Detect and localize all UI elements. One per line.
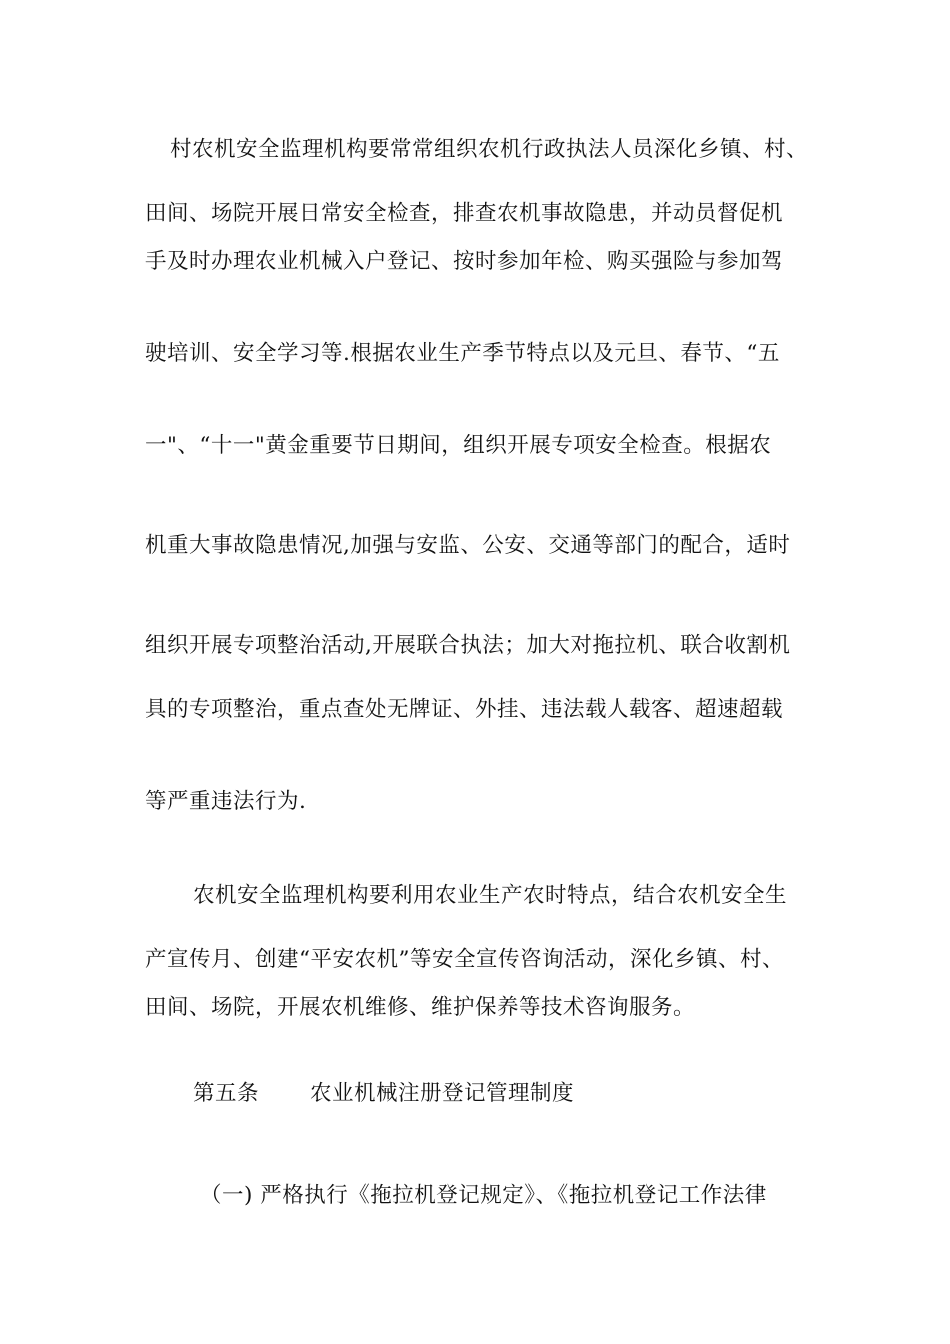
paragraph-line: 等严重违法行为.: [145, 789, 307, 814]
paragraph-line: 驶培训、安全学习等.根据农业生产季节特点以及元旦、春节、“五: [145, 341, 780, 366]
article-heading: [0, 1078, 950, 1110]
paragraph-line: 手及时办理农业机械入户登记、按时参加年检、购买强险与参加驾: [145, 249, 784, 274]
paragraph-line: 田间、场院，开展农机维修、维护保养等技术咨询服务。: [145, 995, 696, 1020]
paragraph-line: 产宣传月、创建“平安农机”等安全宣传咨询活动，深化乡镇、村、: [145, 947, 784, 972]
paragraph-line: 机重大事故隐患情况,加强与安监、公安、交通等部门的配合，适时: [145, 533, 791, 558]
paragraph-line: 一"、“十一"黄金重要节日期间，组织开展专项安全检查。根据农: [145, 433, 772, 458]
paragraph-line: 田间、场院开展日常安全检查，排查农机事故隐患，并动员督促机: [145, 201, 784, 226]
paragraph-line: 农机安全监理机构要利用农业生产农时特点，结合农机安全生: [193, 883, 788, 908]
article-number: 第五条: [193, 1081, 260, 1106]
paragraph-line: 村农机安全监理机构要常常组织农机行政执法人员深化乡镇、村、: [170, 137, 809, 162]
article-title: 农业机械注册登记管理制度: [310, 1081, 575, 1106]
paragraph-line: 组织开展专项整治活动,开展联合执法；加大对拖拉机、联合收割机: [145, 633, 791, 658]
paragraph-line: 具的专项整治，重点查处无牌证、外挂、违法载人载客、超速超载: [145, 697, 784, 722]
clause-line: （一) 严格执行《拖拉机登记规定》、《拖拉机登记工作法律: [200, 1183, 767, 1208]
